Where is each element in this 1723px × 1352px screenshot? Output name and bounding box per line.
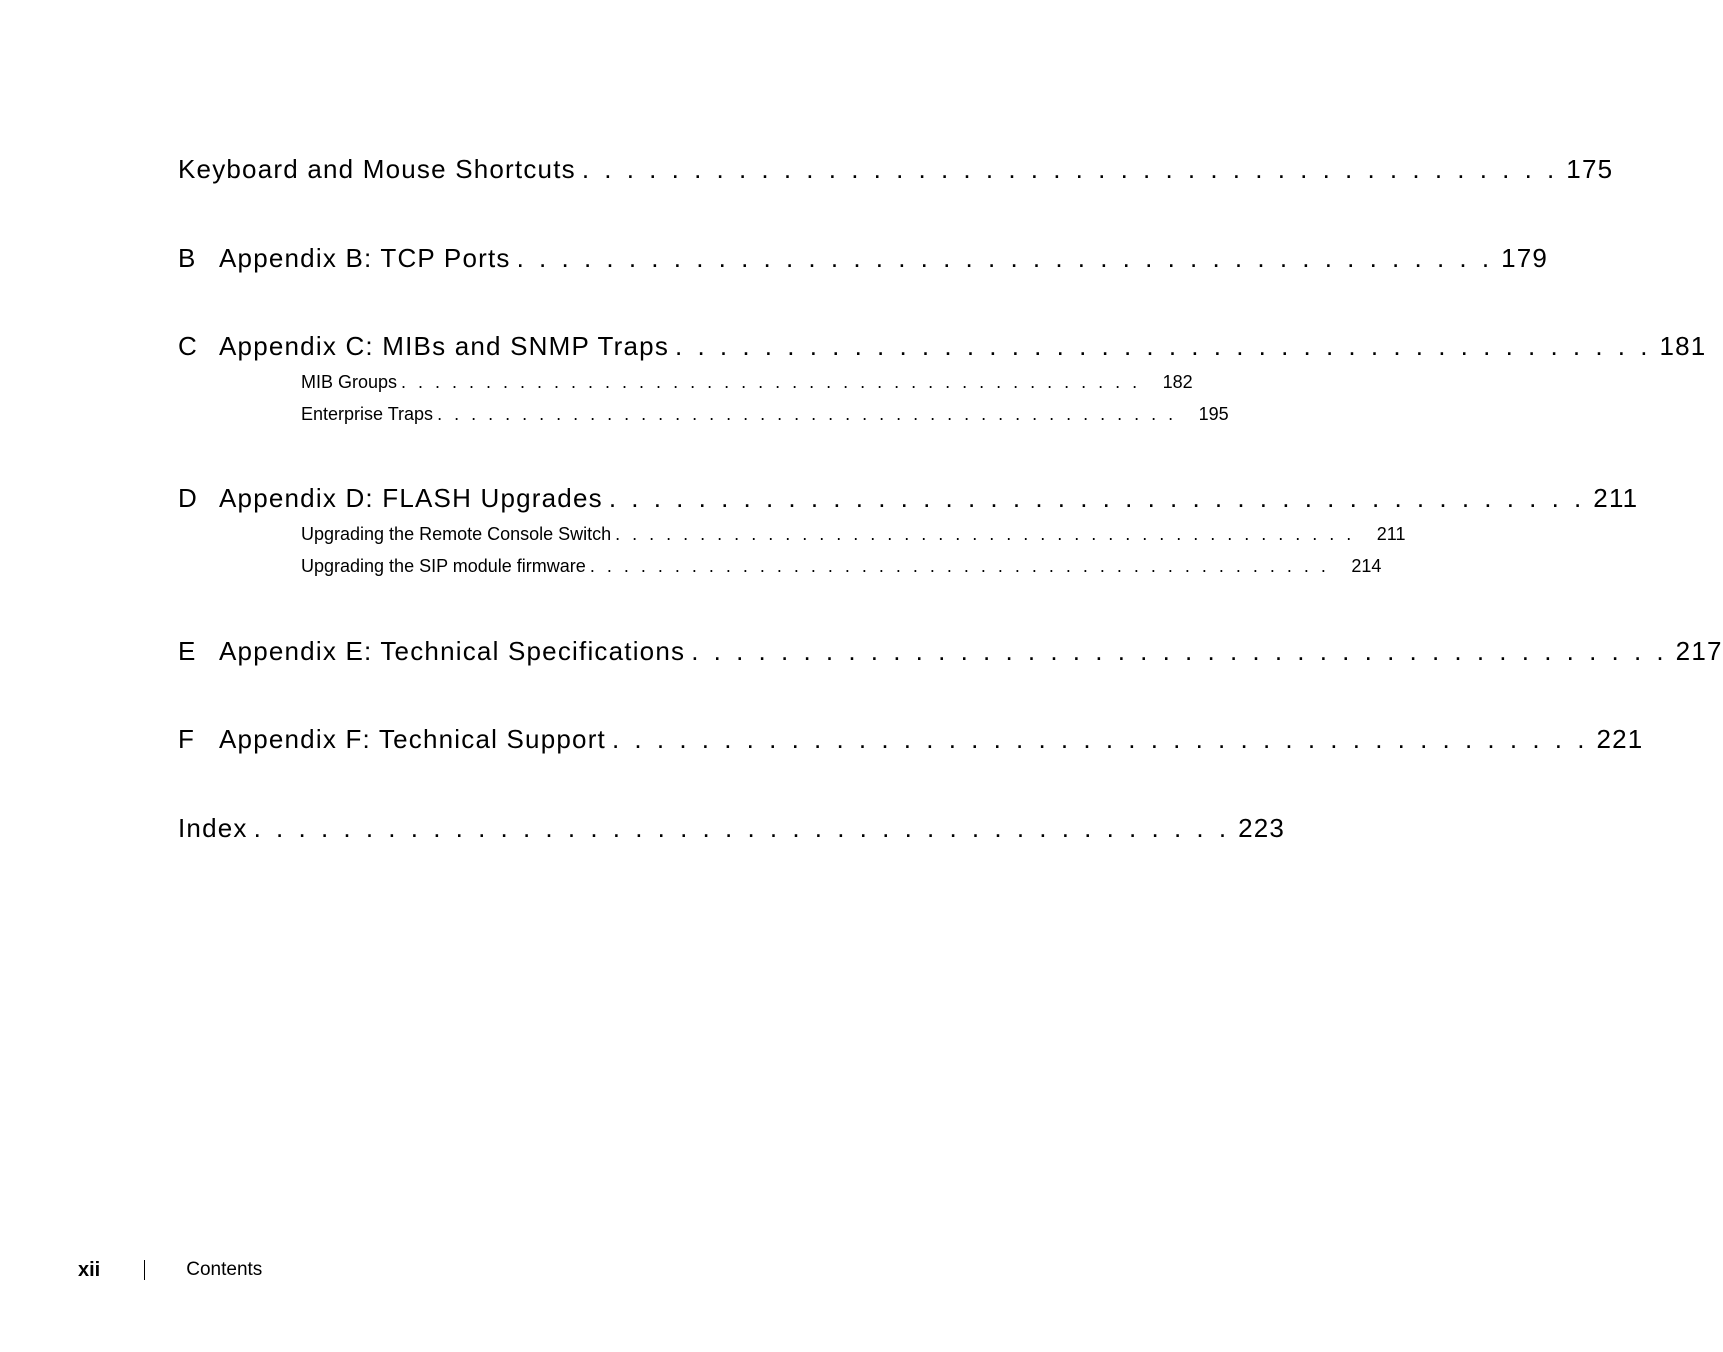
dot-leader: . . . . . . . . . . . . . . . . . . . . . . . . . . . . . . . . . . . . . . . . . . . . [608, 483, 1586, 513]
page-footer [78, 1256, 262, 1284]
dot-leader: . . . . . . . . . . . . . . . . . . . . . . . . . . . . . . . . . . . . . . . . . . . . [581, 154, 1559, 184]
footer-divider [144, 1260, 145, 1280]
toc-entry-page: 217 [1675, 636, 1723, 666]
dot-leader: . . . . . . . . . . . . . . . . . . . . . . . . . . . . . . . . . . . . . . . . . . . . [253, 813, 1231, 843]
footer-section-label: Contents [186, 1259, 263, 1280]
toc-subentry-title: Upgrading the Remote Console Switch [301, 524, 612, 544]
toc-subentry-page: 211 [1376, 524, 1406, 544]
toc-entry-letter: B [178, 243, 197, 273]
toc-subentry-title: MIB Groups [301, 372, 398, 392]
toc-entry-title: Appendix D: FLASH Upgrades [219, 483, 603, 513]
toc-entry-appendix-f[interactable] [178, 722, 1644, 756]
toc-entry-title: Appendix C: MIBs and SNMP Traps [219, 331, 670, 361]
toc-entry-page: 221 [1596, 724, 1644, 754]
toc-entry-appendix-c[interactable] [178, 329, 1707, 363]
toc-entry-appendix-e[interactable] [178, 634, 1723, 668]
toc-entry-title: Keyboard and Mouse Shortcuts [178, 154, 576, 184]
toc-entry-letter: E [178, 636, 197, 666]
dot-leader: . . . . . . . . . . . . . . . . . . . . . . . . . . . . . . . . . . . . . . . . . . . . [691, 636, 1668, 666]
toc-entry-title: Appendix E: Technical Specifications [219, 636, 686, 666]
toc-entry-title: Appendix B: TCP Ports [219, 243, 511, 273]
toc-entry-page: 181 [1659, 331, 1707, 361]
toc-entry-page: 175 [1566, 154, 1614, 184]
toc-entry-appendix-b[interactable] [178, 241, 1549, 275]
dot-leader: . . . . . . . . . . . . . . . . . . . . . . . . . . . . . . . . . . . . . . . . . . . . [437, 404, 1177, 424]
toc-subentry-mib-groups[interactable] [301, 369, 1193, 395]
toc-entry-page: 211 [1593, 483, 1639, 513]
toc-entry-index[interactable] [178, 811, 1286, 845]
toc-entry-page: 179 [1501, 243, 1549, 273]
toc-subentry-page: 214 [1351, 556, 1382, 576]
dot-leader: . . . . . . . . . . . . . . . . . . . . . . . . . . . . . . . . . . . . . . . . . . . . [675, 331, 1652, 361]
dot-leader: . . . . . . . . . . . . . . . . . . . . . . . . . . . . . . . . . . . . . . . . . . . . [611, 724, 1589, 754]
toc-subentry-enterprise-traps[interactable] [301, 401, 1229, 427]
dot-leader: . . . . . . . . . . . . . . . . . . . . . . . . . . . . . . . . . . . . . . . . . . . . [401, 372, 1141, 392]
toc-entry-title: Appendix F: Technical Support [219, 724, 606, 754]
toc-entry-keyboard-shortcuts[interactable] [178, 152, 1614, 186]
toc-subentry-title: Enterprise Traps [301, 404, 434, 424]
toc-subentry-upgrading-remote-console[interactable] [301, 521, 1406, 547]
dot-leader: . . . . . . . . . . . . . . . . . . . . . . . . . . . . . . . . . . . . . . . . . . . . [516, 243, 1494, 273]
toc-subentry-page: 195 [1198, 404, 1229, 424]
footer-page-number: xii [78, 1258, 101, 1281]
toc-entry-letter: D [178, 483, 198, 513]
toc-entry-page: 223 [1238, 813, 1286, 843]
dot-leader: . . . . . . . . . . . . . . . . . . . . . . . . . . . . . . . . . . . . . . . . . . . . [589, 556, 1330, 576]
toc-subentry-upgrading-sip-firmware[interactable] [301, 553, 1382, 579]
toc-entry-letter: C [178, 331, 198, 361]
toc-subentry-title: Upgrading the SIP module firmware [301, 556, 586, 576]
toc-entry-letter: F [178, 724, 196, 754]
toc-entry-title: Index [178, 813, 248, 843]
toc-subentry-page: 182 [1162, 372, 1193, 392]
dot-leader: . . . . . . . . . . . . . . . . . . . . . . . . . . . . . . . . . . . . . . . . . . . . [615, 524, 1355, 544]
toc-entry-appendix-d[interactable] [178, 481, 1639, 515]
